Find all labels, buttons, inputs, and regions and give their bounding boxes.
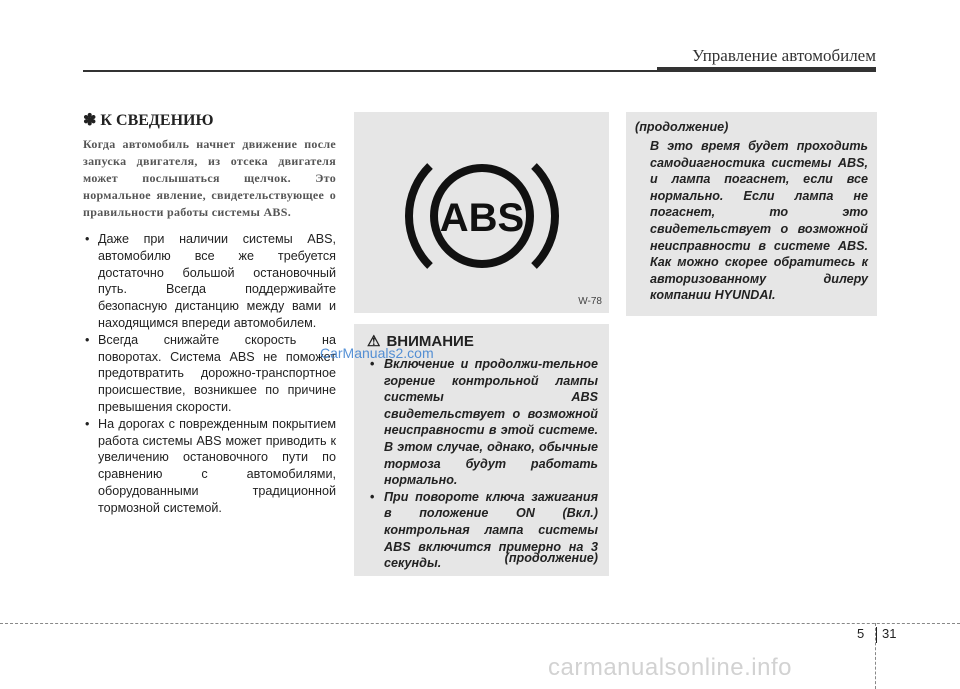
- info-title: ✽ К СВЕДЕНИЮ: [83, 112, 214, 129]
- watermark: CarManuals2.com: [320, 345, 434, 361]
- list-item: • Включение и продолжи-тельное горение контрольной лампы системы ABS свидетельствует о возможной неисправности в этой системе. В этом случае, однако, обычные тормоза будут работать нормально.: [370, 357, 598, 488]
- continuation-box: [626, 112, 877, 316]
- chapter-number: 5: [857, 626, 865, 641]
- footer-watermark: carmanualsonline.info: [548, 654, 792, 681]
- bullet-icon: •: [85, 232, 90, 246]
- figure-code: W-78: [578, 296, 602, 307]
- header-rule-accent: [657, 67, 876, 72]
- bullet-icon: •: [370, 357, 375, 371]
- page-number: 31: [882, 626, 897, 641]
- list-item: • Всегда снижайте скорость на поворотах. Система ABS не поможет предотвратить дорожно-транспортное происшествие, возникшее по причине превышения скорости.: [85, 332, 336, 414]
- abs-warning-icon: [396, 144, 568, 288]
- warning-triangle-icon: ⚠: [367, 333, 381, 350]
- abs-icon-label: ABS: [439, 196, 525, 240]
- continued-label: (продолжение): [504, 551, 598, 565]
- list-item: • При повороте ключа зажигания в положение ON (Вкл.) контрольная лампа системы ABS включится примерно на 3 секунды.: [370, 489, 598, 571]
- continuation-text: В это время будет проходить самодиагностика системы ABS, и лампа погаснет, если все нормально. Если лампа не погаснет, то это свидетельствует о возможной неисправности в системе ABS. Как можно скорее обратитесь к авторизованному дилеру компании HYUNDAI.: [650, 139, 868, 303]
- warning-heading: ⚠ ВНИМАНИЕ: [367, 333, 474, 350]
- left-column: [83, 110, 336, 517]
- page-number-separator: [876, 627, 877, 643]
- warning-list: [370, 356, 598, 572]
- footer-divider: [0, 623, 960, 624]
- warning-box: [354, 324, 609, 576]
- bullet-icon: •: [85, 416, 90, 431]
- bullet-icon: •: [85, 332, 90, 347]
- list-item: • Даже при наличии системы ABS, автомобилю все же требуется достаточно большой остановочный путь. Всегда поддерживайте безопасную дистанцию между вами и находящимся впереди автомобилем.: [85, 232, 336, 330]
- bullet-list: [83, 231, 336, 517]
- bullet-icon: •: [370, 489, 375, 504]
- info-body: Когда автомобиль начнет движение после запуска двигателя, из отсека двигателя может послышаться щелчок. Это нормальное явление, свидетельствующее о правильности работы системы ABS.: [83, 137, 336, 219]
- abs-figure: [354, 112, 609, 313]
- header-rule: [83, 70, 657, 72]
- list-item: • На дорогах с поврежденным покрытием работа системы ABS может приводить к увеличению остановочного пути по сравнению с автомобилями, оборудованными традиционной тормозной системой.: [85, 416, 336, 515]
- page-header-title: Управление автомобилем: [692, 46, 876, 65]
- continuation-heading: (продолжение): [635, 120, 729, 134]
